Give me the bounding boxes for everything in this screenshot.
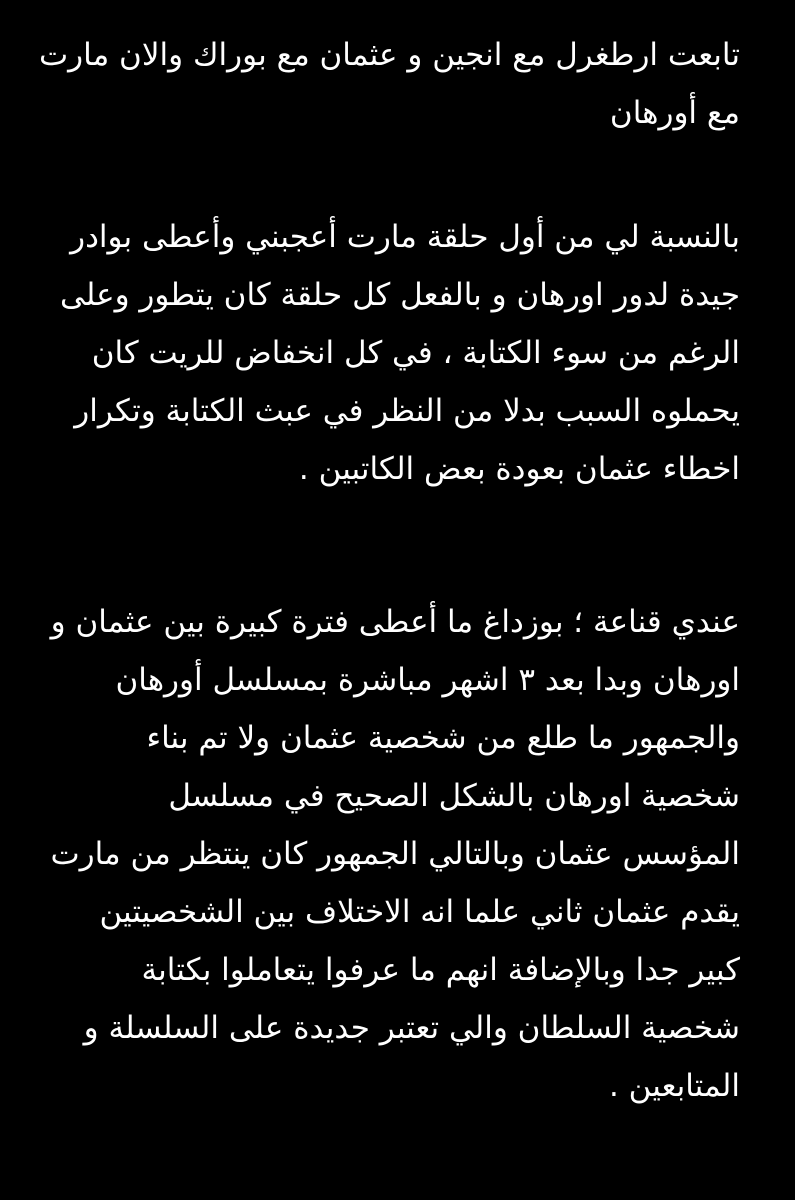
text-line: المتابعين . <box>608 1068 740 1104</box>
text-line: يقدم عثمان ثاني علما انه الاختلاف بين الشخصيتين <box>99 894 740 930</box>
text-line: الرغم من سوء الكتابة ، في كل انخفاض للريت كان <box>91 335 740 371</box>
text-line: عندي قناعة ؛ بوزداغ ما أعطى فترة كبيرة بين عثمان و <box>50 604 740 640</box>
text-line: مع أورهان <box>609 95 740 131</box>
text-line: والجمهور ما طلع من شخصية عثمان ولا تم بناء <box>146 720 740 756</box>
text-line: شخصية اورهان بالشكل الصحيح في مسلسل <box>168 778 740 814</box>
text-line: شخصية السلطان والي تعتبر جديدة على السلسلة و <box>83 1010 740 1046</box>
text-line: اورهان وبدا بعد ٣ اشهر مباشرة بمسلسل أورهان <box>115 662 740 698</box>
paragraph-conviction <box>40 593 740 1115</box>
paragraph-intro <box>40 26 740 142</box>
text-line: بالنسبة لي من أول حلقة مارت أعجبني وأعطى بوادر <box>70 219 740 255</box>
text-line: يحملوه السبب بدلا من النظر في عبث الكتابة وتكرار <box>74 393 740 429</box>
paragraph-opinion <box>40 208 740 498</box>
text-line: جيدة لدور اورهان و بالفعل كل حلقة كان يتطور وعلى <box>60 277 740 313</box>
text-line: كبير جدا وبالإضافة انهم ما عرفوا يتعاملوا بكتابة <box>141 952 740 988</box>
text-line: اخطاء عثمان بعودة بعض الكاتبين . <box>298 451 740 487</box>
text-line: المؤسس عثمان وبالتالي الجمهور كان ينتظر من مارت <box>50 836 740 872</box>
text-line: تابعت ارطغرل مع انجين و عثمان مع بوراك والان مارت <box>39 37 740 73</box>
